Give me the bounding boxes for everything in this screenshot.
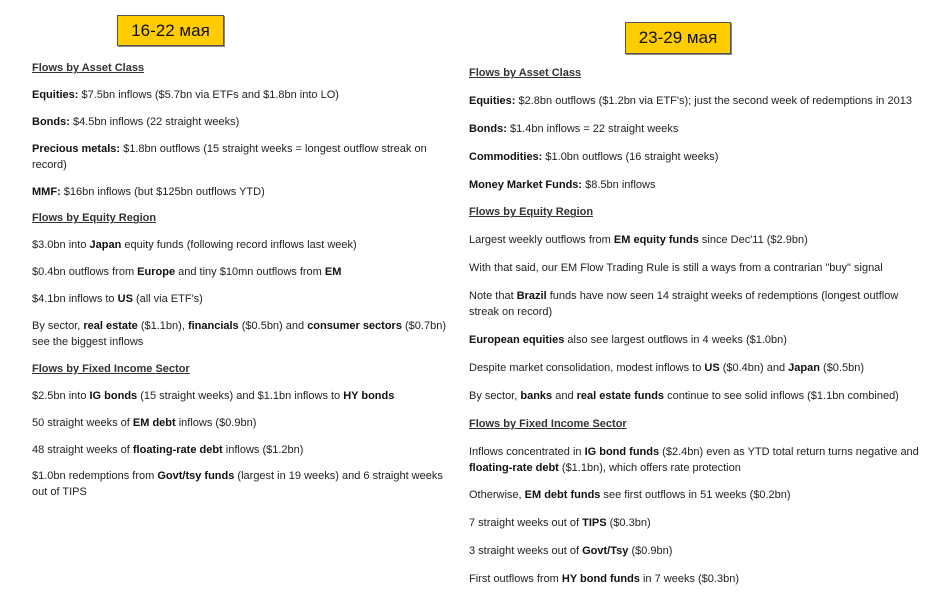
section-heading bbox=[469, 65, 927, 81]
bullet-line bbox=[32, 468, 450, 500]
bold-term: EM debt funds bbox=[524, 489, 601, 502]
bold-term: Europe bbox=[137, 266, 176, 279]
line-text: First outflows from bbox=[469, 573, 562, 586]
heading-text: Flows by Equity Region bbox=[469, 206, 594, 219]
bold-term: Bonds: bbox=[469, 122, 507, 135]
line-text: continue to see solid inflows ($1.1bn combined) bbox=[664, 389, 899, 402]
line-text: 48 straight weeks of bbox=[32, 443, 133, 456]
line-text: funds have now seen 14 straight weeks of redemptions (longest outflow streak on record) bbox=[469, 290, 899, 319]
bullet-line bbox=[469, 288, 927, 320]
bullet-line bbox=[469, 515, 927, 531]
bold-term: EM equity funds bbox=[613, 234, 699, 247]
line-text: ($1.1bn), bbox=[137, 320, 188, 333]
line-text: also see largest outflows in 4 weeks ($1.0bn) bbox=[564, 334, 787, 347]
bold-term: Precious metals: bbox=[32, 142, 121, 155]
line-text: With that said, our EM Flow Trading Rule is still a ways from a contrarian "buy" signal bbox=[469, 262, 883, 275]
bold-term: Brazil bbox=[516, 290, 547, 303]
line-text: ($0.5bn) bbox=[819, 361, 864, 374]
section-heading bbox=[469, 416, 927, 432]
bullet-line bbox=[469, 332, 927, 348]
bold-term: banks bbox=[520, 389, 553, 402]
line-text: 7 straight weeks out of bbox=[469, 517, 583, 530]
bullet-line bbox=[469, 388, 927, 404]
bold-term: IG bond funds bbox=[584, 445, 660, 458]
section-heading bbox=[32, 361, 450, 377]
bullet-line bbox=[469, 543, 927, 559]
bold-term: Bonds: bbox=[32, 115, 70, 128]
bullet-line bbox=[32, 237, 450, 253]
bullet-line bbox=[32, 141, 450, 173]
bullet-line bbox=[32, 184, 450, 200]
section-heading bbox=[32, 60, 450, 76]
line-text: $1.0bn outflows (16 straight weeks) bbox=[542, 150, 719, 163]
left-week-column bbox=[32, 60, 450, 511]
bullet-line bbox=[32, 114, 450, 130]
line-text: ($1.1bn), which offers rate protection bbox=[558, 461, 741, 474]
heading-text: Flows by Asset Class bbox=[469, 67, 582, 79]
bullet-line bbox=[32, 264, 450, 280]
line-text: $0.4bn outflows from bbox=[32, 266, 138, 279]
bold-term: floating-rate debt bbox=[132, 443, 223, 456]
line-text: $8.5bn inflows bbox=[582, 178, 656, 191]
bold-term: financials bbox=[187, 320, 239, 333]
bold-term: Japan bbox=[89, 239, 122, 252]
bold-term: US bbox=[117, 293, 133, 306]
bullet-line bbox=[469, 360, 927, 376]
line-text: $3.0bn into bbox=[32, 239, 90, 252]
bold-term: consumer sectors bbox=[307, 320, 402, 333]
line-text: and tiny $10mn outflows from bbox=[175, 266, 325, 279]
line-text: inflows ($0.9bn) bbox=[175, 416, 257, 429]
bullet-line bbox=[32, 442, 450, 458]
line-text: and bbox=[552, 389, 577, 402]
bullet-line bbox=[469, 93, 927, 109]
line-text: ($0.9bn) bbox=[628, 545, 673, 558]
bullet-line bbox=[32, 87, 450, 103]
bullet-line bbox=[469, 232, 927, 248]
line-text: Note that bbox=[469, 290, 517, 303]
bold-term: EM debt bbox=[132, 416, 176, 429]
line-text: ($0.7bn) see the biggest inflows bbox=[32, 320, 446, 349]
line-text: ($0.4bn) and bbox=[719, 361, 789, 374]
bold-term: US bbox=[704, 361, 720, 374]
bullet-line bbox=[469, 487, 927, 503]
bold-term: IG bonds bbox=[89, 389, 138, 402]
line-text: $2.5bn into bbox=[32, 389, 90, 402]
bold-term: HY bond funds bbox=[561, 573, 640, 586]
line-text: see first outflows in 51 weeks ($0.2bn) bbox=[600, 489, 791, 502]
heading-text: Flows by Fixed Income Sector bbox=[469, 417, 627, 430]
line-text: ($0.5bn) and bbox=[238, 320, 308, 333]
bold-term: real estate funds bbox=[576, 389, 665, 402]
line-text: 3 straight weeks out of bbox=[469, 545, 583, 558]
right-week-column bbox=[469, 65, 927, 599]
line-text: $1.8bn outflows (15 straight weeks = longest outflow streak on record) bbox=[32, 142, 427, 171]
line-text: since Dec'11 ($2.9bn) bbox=[698, 234, 808, 247]
line-text: Despite market consolidation, modest inflows to bbox=[469, 361, 705, 374]
heading-text: Flows by Fixed Income Sector bbox=[32, 362, 190, 375]
bullet-line bbox=[32, 291, 450, 307]
line-text: equity funds (following record inflows last week) bbox=[121, 239, 357, 252]
bullet-line bbox=[32, 388, 450, 404]
line-text: ($0.3bn) bbox=[606, 517, 651, 530]
line-text: inflows ($1.2bn) bbox=[222, 443, 304, 456]
heading-text: Flows by Equity Region bbox=[32, 212, 157, 225]
bullet-line bbox=[469, 444, 927, 476]
week-label-right: 23-29 мая bbox=[625, 22, 731, 54]
line-text: $16bn inflows (but $125bn outflows YTD) bbox=[60, 185, 265, 198]
bullet-line bbox=[469, 177, 927, 193]
section-heading bbox=[469, 204, 927, 220]
bold-term: TIPS bbox=[582, 517, 607, 530]
section-heading bbox=[32, 210, 450, 226]
line-text: (largest in 19 weeks) and 6 straight weeks out of TIPS bbox=[32, 470, 443, 499]
line-text: $7.5bn inflows ($5.7bn via ETFs and $1.8bn into LO) bbox=[78, 88, 339, 101]
line-text: By sector, bbox=[469, 389, 521, 402]
line-text: (all via ETF's) bbox=[132, 293, 203, 306]
line-text: Otherwise, bbox=[469, 489, 525, 502]
week-label-left: 16-22 мая bbox=[117, 15, 224, 46]
bold-term: Govt/tsy funds bbox=[157, 470, 235, 483]
line-text: $1.0bn redemptions from bbox=[32, 470, 158, 483]
line-text: Inflows concentrated in bbox=[469, 445, 585, 458]
bold-term: HY bonds bbox=[343, 389, 395, 402]
line-text: By sector, bbox=[32, 320, 84, 333]
bold-term: Govt/Tsy bbox=[582, 545, 629, 558]
bold-term: Equities: bbox=[469, 94, 516, 107]
line-text: $2.8bn outflows ($1.2bn via ETF's); just the second week of redemptions in 2013 bbox=[515, 94, 912, 107]
bullet-line bbox=[469, 571, 927, 587]
bullet-line bbox=[469, 121, 927, 137]
bold-term: Japan bbox=[788, 361, 820, 374]
bold-term: Equities: bbox=[32, 88, 79, 101]
bold-term: Commodities: bbox=[469, 150, 543, 163]
bold-term: floating-rate debt bbox=[469, 461, 559, 474]
bullet-line bbox=[469, 149, 927, 165]
line-text: 50 straight weeks of bbox=[32, 416, 133, 429]
bold-term: MMF: bbox=[32, 185, 61, 198]
bold-term: real estate bbox=[83, 320, 138, 333]
bullet-line bbox=[32, 415, 450, 431]
line-text: $1.4bn inflows = 22 straight weeks bbox=[506, 122, 679, 135]
line-text: $4.1bn inflows to bbox=[32, 293, 118, 306]
bold-term: European equities bbox=[469, 334, 565, 347]
line-text: $4.5bn inflows (22 straight weeks) bbox=[69, 115, 240, 128]
line-text: in 7 weeks ($0.3bn) bbox=[639, 573, 739, 586]
bullet-line bbox=[32, 318, 450, 350]
bullet-line bbox=[469, 260, 927, 276]
line-text: (15 straight weeks) and $1.1bn inflows to bbox=[137, 389, 344, 402]
heading-text: Flows by Asset Class bbox=[32, 62, 145, 74]
line-text: Largest weekly outflows from bbox=[469, 234, 614, 247]
bold-term: Money Market Funds: bbox=[469, 178, 583, 191]
bold-term: EM bbox=[324, 266, 342, 279]
line-text: ($2.4bn) even as YTD total return turns negative and bbox=[659, 445, 919, 458]
